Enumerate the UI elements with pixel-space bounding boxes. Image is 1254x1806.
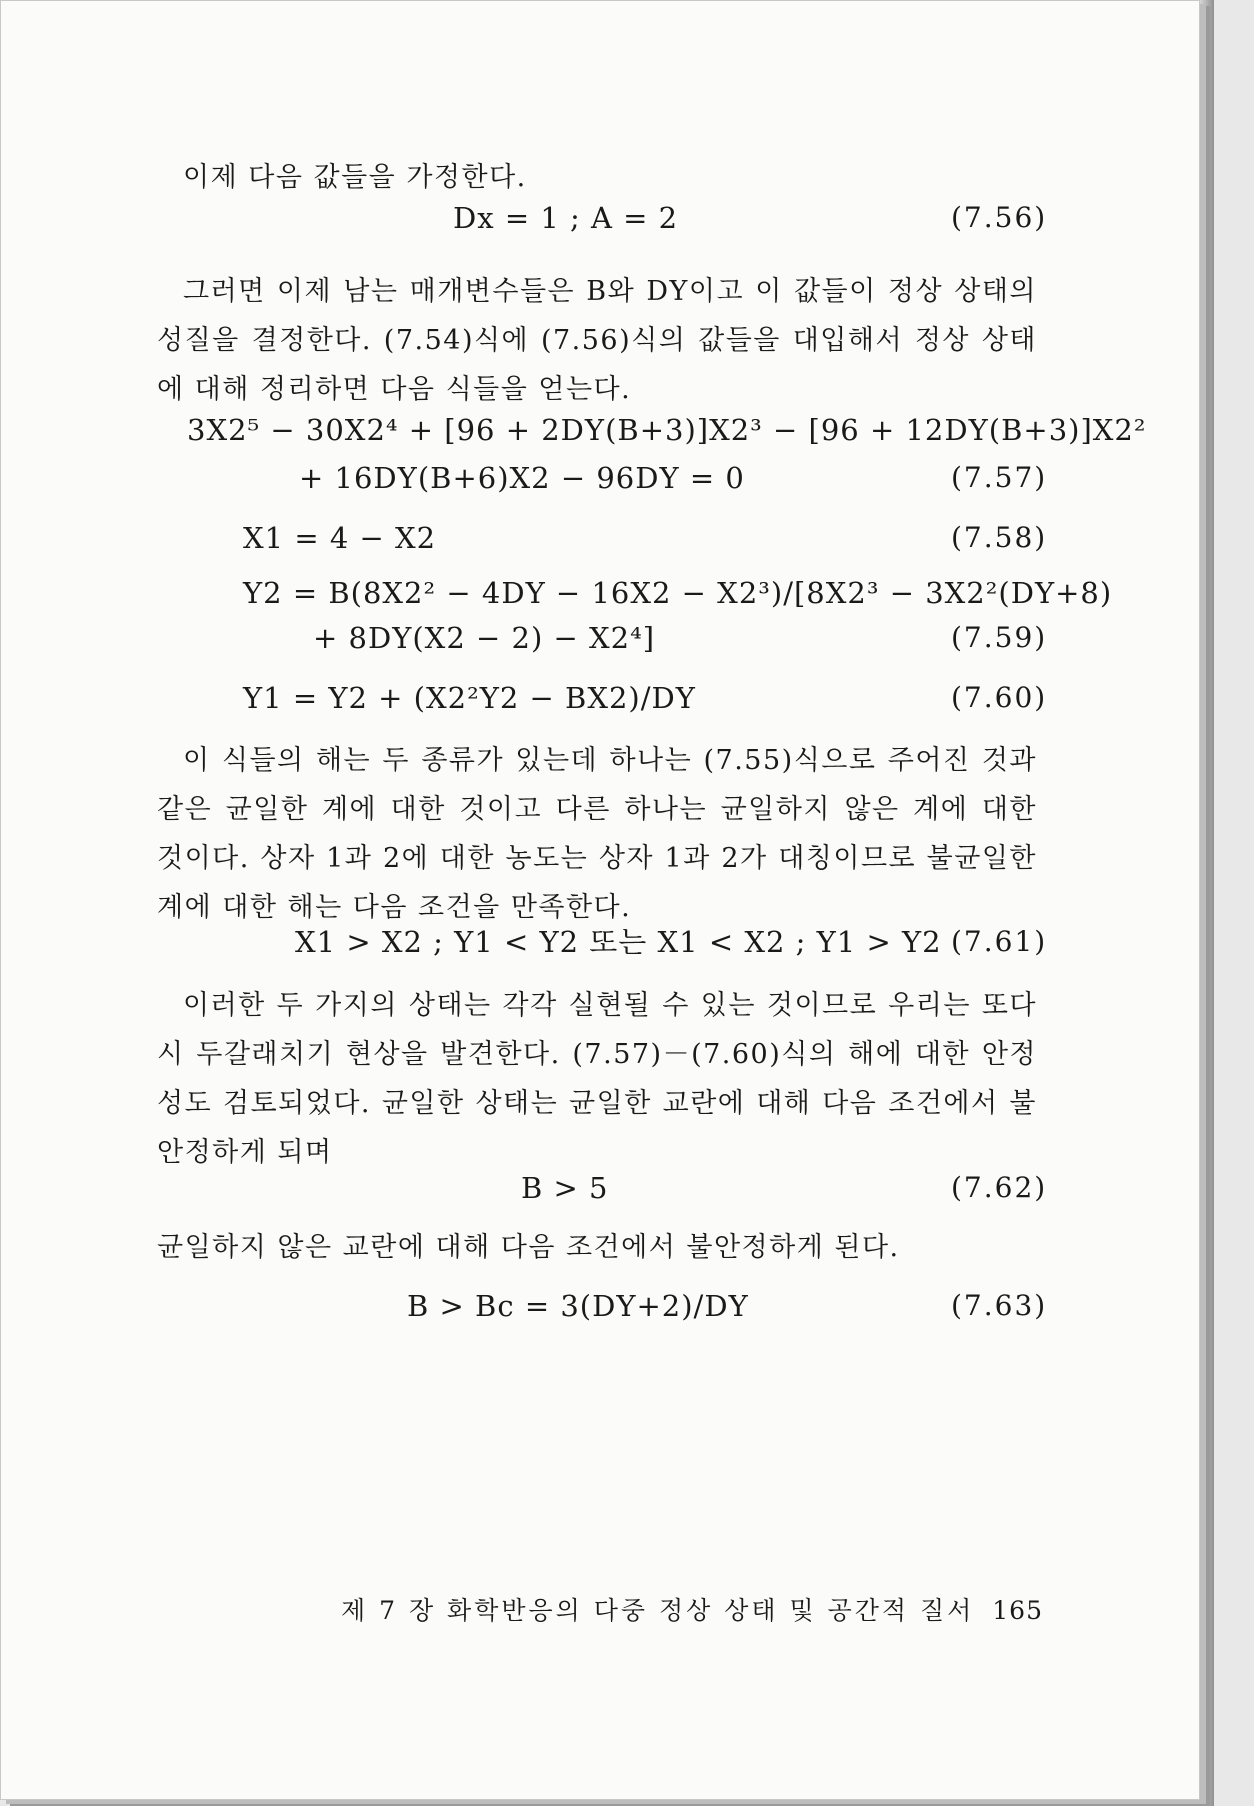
equation-7-61: X1 > X2 ; Y1 < Y2 또는 X1 < X2 ; Y1 > Y2 — [295, 925, 942, 959]
paragraph-parameters-text: 그러면 이제 남는 매개변수들은 B와 DY이고 이 값들이 정상 상태의 성질을 결정한다. (7.54)식에 (7.56)식의 값들을 대입해서 정상 상태에 대해 정리하면 다음 식들을 얻는다. — [157, 276, 1037, 405]
equation-number-7-57: (7.57) — [951, 461, 1048, 494]
paragraph-parameters — [157, 267, 1037, 414]
equation-7-63: B > Bc = 3(DY+2)/DY — [407, 1289, 749, 1323]
paragraph-nonuniform — [157, 1223, 1037, 1272]
equation-number-7-58: (7.58) — [951, 521, 1048, 554]
paragraph-stability — [157, 981, 1037, 1177]
equation-7-60: Y1 = Y2 + (X2²Y2 − BX2)/DY — [243, 681, 696, 715]
equation-7-59-line1: Y2 = B(8X2² − 4DY − 16X2 − X2³)/[8X2³ − 3X2²(DY+8) — [243, 576, 1113, 610]
equation-number-7-59: (7.59) — [951, 621, 1048, 654]
page-edge — [1200, 0, 1214, 1806]
equation-number-7-63: (7.63) — [951, 1289, 1048, 1322]
equation-7-57-line2: + 16DY(B+6)X2 − 96DY = 0 — [299, 461, 745, 495]
paragraph-solutions — [157, 736, 1037, 932]
page-footer — [341, 1591, 1051, 1627]
equation-number-7-56: (7.56) — [951, 201, 1048, 234]
equation-number-7-61: (7.61) — [951, 925, 1048, 958]
paragraph-intro-text: 이제 다음 값들을 가정한다. — [183, 162, 527, 193]
page-number: 165 — [992, 1596, 1043, 1625]
equation-number-7-62: (7.62) — [951, 1171, 1048, 1204]
equation-7-62: B > 5 — [521, 1171, 609, 1205]
paragraph-stability-text: 이러한 두 가지의 상태는 각각 실현될 수 있는 것이므로 우리는 또다시 두갈래치기 현상을 발견한다. (7.57)－(7.60)식의 해에 대한 안정성도 검토되었다. 균일한 상태는 균일한 교란에 대해 다음 조건에서 불안정하게 되며 — [157, 990, 1037, 1168]
equation-7-59-line2: + 8DY(X2 − 2) − X2⁴] — [313, 621, 656, 655]
equation-7-57-line1: 3X2⁵ − 30X2⁴ + [96 + 2DY(B+3)]X2³ − [96 + 12DY(B+3)]X2² — [187, 413, 1147, 447]
chapter-title: 제 7 장 화학반응의 다중 정상 상태 및 공간적 질서 — [341, 1596, 975, 1625]
equation-number-7-60: (7.60) — [951, 681, 1048, 714]
paragraph-nonuniform-text: 균일하지 않은 교란에 대해 다음 조건에서 불안정하게 된다. — [157, 1232, 900, 1263]
equation-7-58: X1 = 4 − X2 — [243, 521, 437, 555]
paragraph-solutions-text: 이 식들의 해는 두 종류가 있는데 하나는 (7.55)식으로 주어진 것과 같은 균일한 계에 대한 것이고 다른 하나는 균일하지 않은 계에 대한 것이다. 상자 1과 2에 대한 농도는 상자 1과 2가 대칭이므로 불균일한 계에 대한 해는 다음 조건을 만족한다. — [157, 745, 1037, 923]
paragraph-intro — [157, 153, 1037, 202]
equation-7-56: Dx = 1 ; A = 2 — [453, 201, 679, 235]
